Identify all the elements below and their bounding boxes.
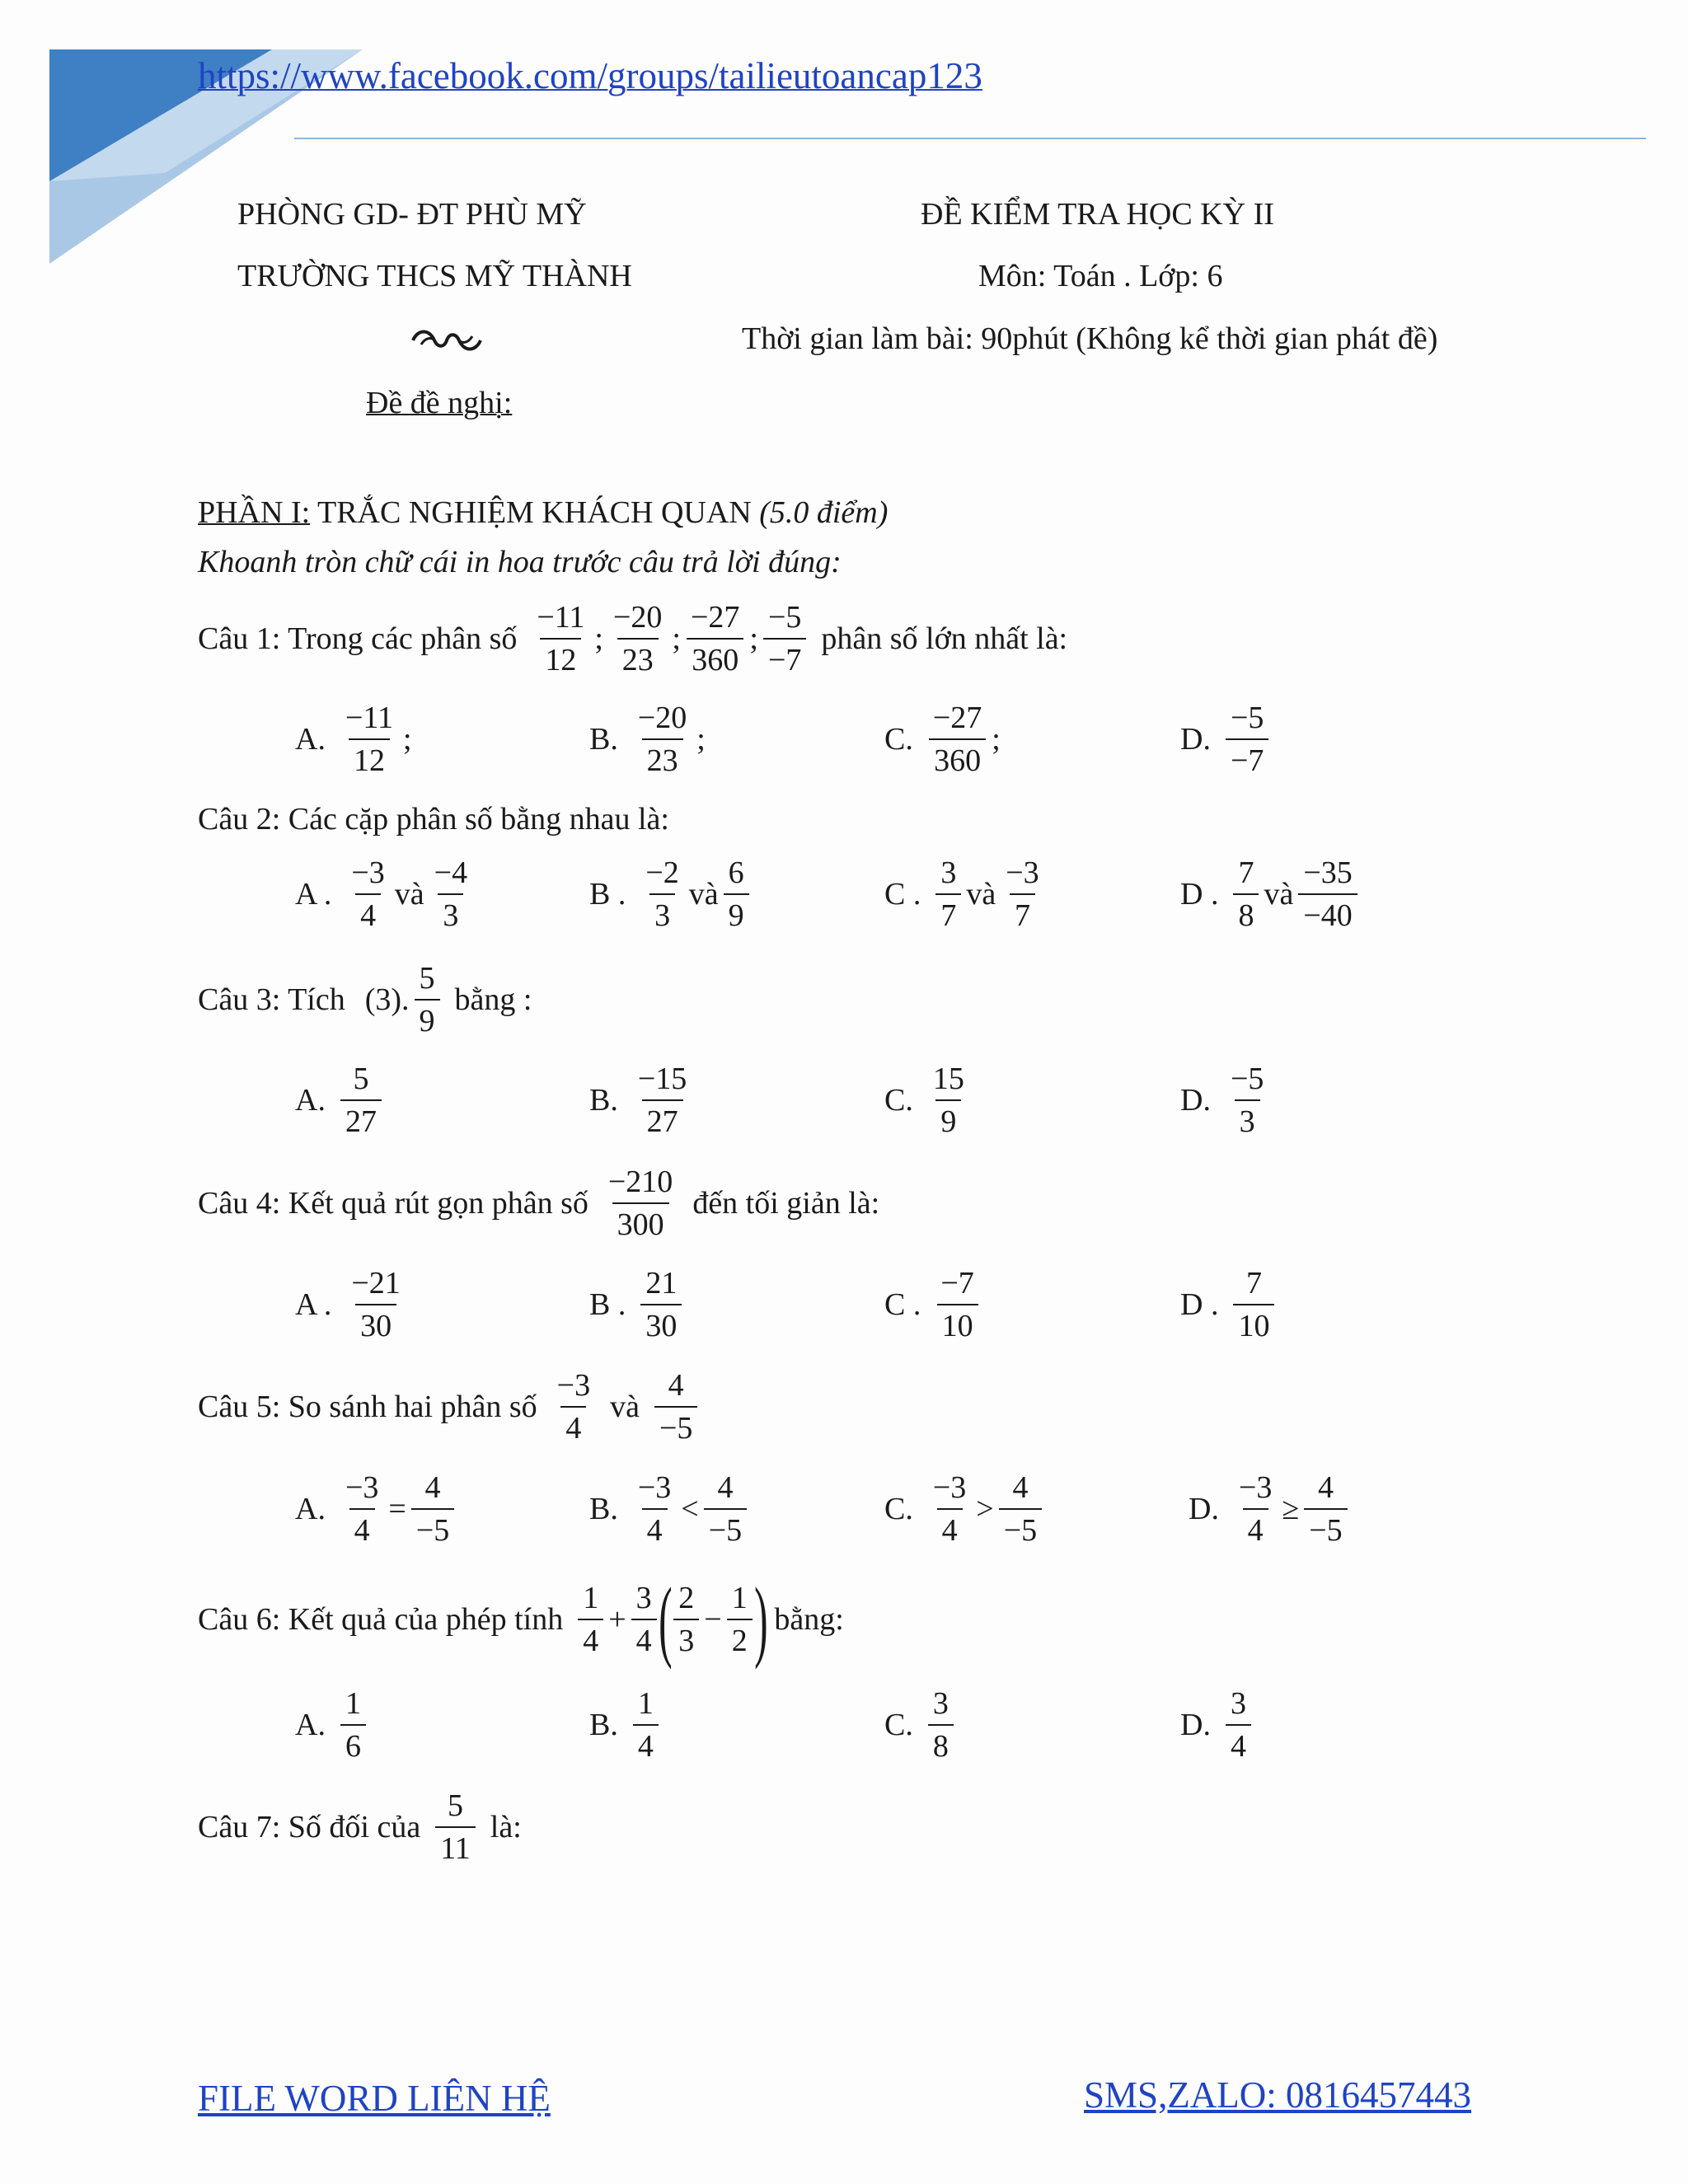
section-number: PHẦN I:	[198, 495, 311, 530]
file-word-contact[interactable]: FILE WORD LIÊN HỆ	[198, 2078, 551, 2119]
q5-option-a[interactable]: A. $\frac{-3}{4}$ = $\frac{4}{-5}$	[295, 1472, 459, 1546]
q3-option-a[interactable]: A. $\frac{5}{27}$	[295, 1063, 387, 1137]
q1-option-b[interactable]: B. $\frac{-20}{23}$ ;	[589, 701, 706, 778]
section-points: (5.0 điểm)	[759, 495, 889, 530]
q2-option-d[interactable]: D . $\frac{7}{8}$ và $\frac{-35}{-40}$	[1180, 857, 1362, 931]
q1-fraction-4: $\frac{-5}{-7}$	[763, 602, 806, 676]
section-title	[198, 494, 888, 531]
q1-option-c[interactable]: C. $\frac{-27}{360}$ ;	[884, 701, 1001, 778]
header-rule	[294, 138, 1646, 139]
section-instruction: Khoanh tròn chữ cái in hoa trước câu trả lời đúng:	[198, 545, 842, 579]
question-3: Câu 3: Tích (3). $\frac{5}{9}$ bằng :	[198, 961, 532, 1038]
q4-option-b[interactable]: B . $\frac{21}{30}$	[589, 1268, 687, 1342]
exam-title: ĐỀ KIỂM TRA HỌC KỲ II	[921, 197, 1274, 232]
q1-fraction-1: $\frac{-11}{12}$	[537, 600, 585, 677]
q6-option-d[interactable]: D. $\frac{3}{4}$	[1180, 1688, 1256, 1762]
school-name: TRƯỜNG THCS MỸ THÀNH	[237, 259, 632, 293]
question-1: Câu 1: Trong các phân số $\frac{-11}{12}$ ; $\frac{-20}{23}$ ; $\frac{-27}{360}$ ; $\frac{-5}{-7}$ phân số lớn nhất là:	[198, 600, 1068, 677]
question-6: Câu 6: Kết quả của phép tính $\frac{1}{4}$ + $\frac{3}{4}$ ( $\frac{2}{3}$ − $\frac{1}{2}$ ) bằng:	[198, 1569, 844, 1670]
q6-left-paren: (	[658, 1569, 673, 1670]
q5-option-d[interactable]: D. $\frac{-3}{4}$ ≥ $\frac{4}{-5}$	[1189, 1472, 1353, 1546]
section-name: TRẮC NGHIỆM KHÁCH QUAN	[310, 495, 760, 530]
question-7: Câu 7: Số đối của $\frac{5}{11}$ là:	[198, 1788, 522, 1866]
department-name: PHÒNG GD- ĐT PHÙ MỸ	[237, 197, 587, 232]
q4-fraction: $\frac{-210}{300}$	[607, 1165, 673, 1242]
corner-decoration	[0, 0, 379, 280]
q6-fraction-3: $\frac{2}{3}$	[673, 1582, 699, 1657]
q5-option-b[interactable]: B. $\frac{-3}{4}$ < $\frac{4}{-5}$	[589, 1472, 752, 1546]
question-2: Câu 2: Các cặp phân số bằng nhau là:	[198, 802, 669, 837]
subject-grade: Môn: Toán . Lớp: 6	[978, 259, 1223, 293]
q4-option-d[interactable]: D . $\frac{7}{10}$	[1180, 1268, 1279, 1342]
question-5: Câu 5: So sánh hai phân số $\frac{-3}{4}$ và $\frac{4}{-5}$	[198, 1370, 702, 1444]
facebook-group-link[interactable]: https://www.facebook.com/groups/tailieutoancap123	[198, 55, 982, 96]
q6-option-a[interactable]: A. $\frac{1}{6}$	[295, 1688, 371, 1762]
q1-option-a[interactable]: A. $\frac{-11}{12}$ ;	[295, 701, 412, 778]
q2-option-a[interactable]: A . $\frac{-3}{4}$ và $\frac{-4}{3}$	[295, 855, 468, 933]
q3-option-d[interactable]: D. $\frac{-5}{3}$	[1180, 1062, 1264, 1139]
q1-prefix: Câu 1: Trong các phân số	[198, 621, 518, 656]
q5-fraction-a: $\frac{-3}{4}$	[556, 1368, 591, 1446]
q6-option-c[interactable]: C. $\frac{3}{8}$	[884, 1688, 959, 1762]
q6-right-paren: )	[753, 1569, 768, 1670]
q5-fraction-b: $\frac{4}{-5}$	[654, 1370, 697, 1444]
q6-fraction-4: $\frac{1}{2}$	[727, 1582, 753, 1657]
ornament-icon	[410, 326, 484, 354]
exam-duration: Thời gian làm bài: 90phút (Không kể thời gian phát đề)	[742, 321, 1438, 356]
q1-fraction-2: $\frac{-20}{23}$	[612, 600, 663, 677]
q3-option-c[interactable]: C. $\frac{15}{9}$	[884, 1062, 964, 1139]
q3-option-b[interactable]: B. $\frac{-15}{27}$	[589, 1062, 687, 1139]
q4-option-a[interactable]: A . $\frac{-21}{30}$	[295, 1266, 401, 1343]
q6-option-b[interactable]: B. $\frac{1}{4}$	[589, 1688, 663, 1762]
q2-option-b[interactable]: B . $\frac{-2}{3}$ và $\frac{6}{9}$	[589, 857, 754, 931]
q4-option-c[interactable]: C . $\frac{-7}{10}$	[884, 1268, 984, 1342]
q1-option-d[interactable]: D. $\frac{-5}{-7}$	[1180, 702, 1273, 776]
q1-fraction-3: $\frac{-27}{360}$	[686, 602, 744, 676]
q6-fraction-1: $\frac{1}{4}$	[578, 1582, 603, 1657]
q3-fraction: $\frac{5}{9}$	[415, 963, 440, 1037]
q5-option-c[interactable]: C. $\frac{-3}{4}$ > $\frac{4}{-5}$	[884, 1472, 1047, 1546]
q6-fraction-2: $\frac{3}{4}$	[631, 1582, 657, 1657]
q2-option-c[interactable]: C . $\frac{3}{7}$ và $\frac{-3}{7}$	[884, 855, 1039, 933]
sms-zalo-contact[interactable]: SMS,ZALO: 0816457443	[1084, 2074, 1472, 2116]
question-4: Câu 4: Kết quả rút gọn phân số $\frac{-210}{300}$ đến tối giản là:	[198, 1165, 880, 1242]
q7-fraction: $\frac{5}{11}$	[435, 1790, 476, 1864]
q1-suffix: phân số lớn nhất là:	[821, 621, 1068, 656]
proposal-label: Đề đề nghị:	[366, 386, 513, 420]
